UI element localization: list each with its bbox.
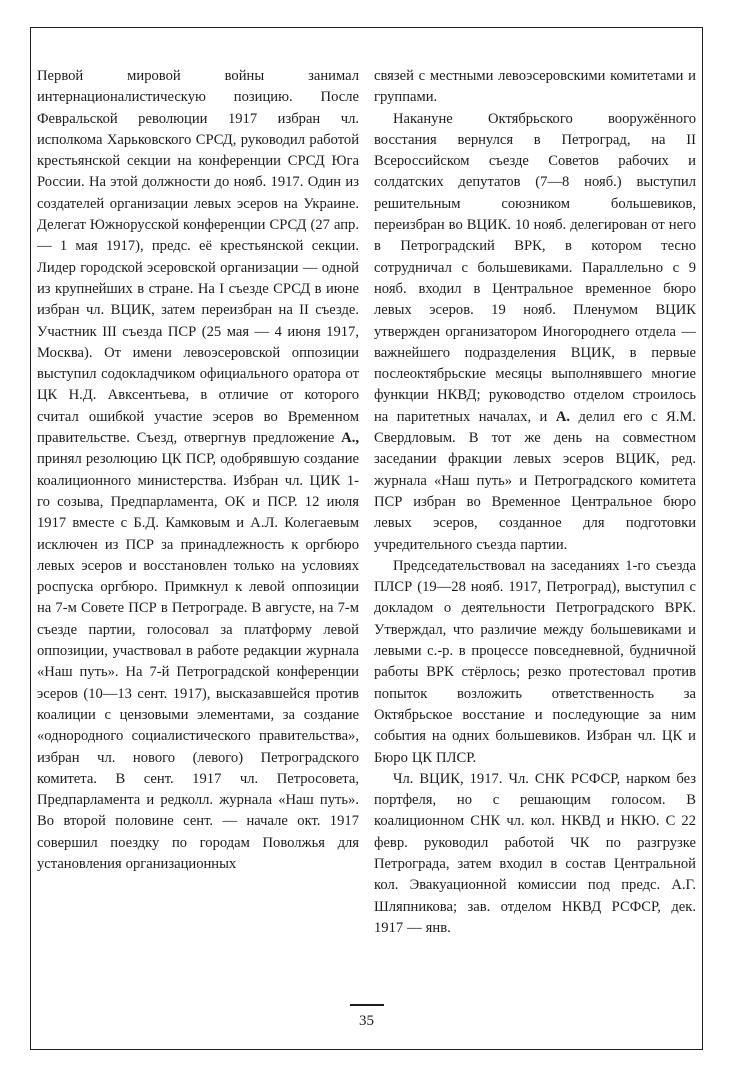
paragraph-right-continuation: связей с местными левоэсеровскими комитетами и группами. (374, 68, 696, 106)
paragraph-plsr-congress: Председательствовал на заседаниях 1-го съезда ПЛСР (19—28 нояб. 1917, Петроград), выступил с докладом о деятельности Петроградского ВРК. Утверждал, что различие между большевиками и левыми с.-р. в процессе повседневной, будничной работы ВРК стёрлось; резко протестовал против попыток возложить ответственность за Октябрьское восстание и последующие за ним события на одних большевиков. Избран чл. ЦК и Бюро ЦК ПЛСР. (374, 557, 696, 766)
paragraph-sovnarkom-posts: Чл. ВЦИК, 1917. Чл. СНК РСФСР, нарком без портфеля, но с решающим голосом. В коалиционном СНК чл. кол. НКВД и НКЮ. С 22 февр. руководил работой ЧК по разгрузке Петрограда, затем входил в состав Центральной кол. Эвакуационной комиссии под предс. А.Г. Шляпникова; зав. отделом НКВД РСФСР, дек. 1917 — янв. (374, 770, 696, 936)
page-footer (31, 1004, 702, 1029)
footer-rule (350, 1004, 384, 1006)
page-number: 35 (359, 1013, 374, 1029)
text-columns (37, 66, 696, 1008)
left-column (37, 66, 359, 1008)
page-border-frame (30, 27, 703, 1050)
paragraph-left-continuation: Первой мировой войны занимал интернационалистическую позицию. После Февральской революции 1917 избран чл. исполкома Харьковского СРСД, руководил работой крестьянской секции на конференции СРСД Юга России. На этой должности до нояб. 1917. Один из создателей организации левых эсеров на Украине. Делегат Южнорусской конференции СРСД (27 апр. — 1 мая 1917), предс. её крестьянской секции. Лидер городской эсеровской организации — одной из крупнейших в стране. На I съезде СРСД в июне избран чл. ВЦИК, затем переизбран на II съезде. Участник III съезда ПСР (25 мая — 4 июня 1917, Москва). От имени левоэсеровской оппозиции выступил содокладчиком официального оратора от ЦК Н.Д. Авксентьева, в отличие от которого считал ошибкой участие эсеров во Временном правительстве. Съезд, отвергнув предложение А., принял резолюцию ЦК ПСР, одобрявшую создание коалиционного министерства. Избран чл. ЦИК 1-го созыва, Предпарламента, ОК и ПСР. 12 июля 1917 вместе с Б.Д. Камковым и А.Л. Колегаевым исключен из ПСР за принадлежность к оргбюро левых эсеров и восстановлен только на условиях роспуска оргбюро. Примкнул к левой оппозиции на 7-м Совете ПСР в Петрограде. В августе, на 7-м съезде партии, голосовал за платформу левой оппозиции, участвовал в работе редакции журнала «Наш путь». На 7-й Петроградской конференции эсеров (10—13 сент. 1917), высказавшейся против коалиции с цензовыми элементами, за создание «однородного социалистического правительства», избран чл. нового (левого) Петроградского комитета. В сент. 1917 чл. Петросовета, Предпарламента и редколл. журнала «Наш путь». Во второй половине сент. — начале окт. 1917 совершил поездку по городам Поволжья для установления организационных (37, 68, 359, 872)
right-column (374, 66, 696, 1008)
paragraph-october-uprising: Накануне Октябрьского вооружённого восстания вернулся в Петроград, на II Всероссийском съезде Советов рабочих и солдатских депутатов (7—8 нояб.) выступил решительным союзником большевиков, переизбран во ВЦИК. 10 нояб. делегирован от него в Петроградский ВРК, в котором тесно сотрудничал с большевиками. Параллельно с 9 нояб. входил в Центральное временное бюро левых эсеров. 19 нояб. Пленумом ВЦИК утвержден организатором Иногороднего отдела — важнейшего подразделения ВЦИК, в первые послеоктябрьские месяцы выполнявшего многие функции НКВД; руководство отделом строилось на паритетных началах, и А. делил его с Я.М. Свердловым. В тот же день на совместном заседании фракции левых эсеров ВЦИК, ред. журнала «Наш путь» и Петроградского комитета ПСР избран во Временное Центральное бюро левых эсеров, созданное для подготовки учредительного съезда партии. (374, 110, 696, 553)
